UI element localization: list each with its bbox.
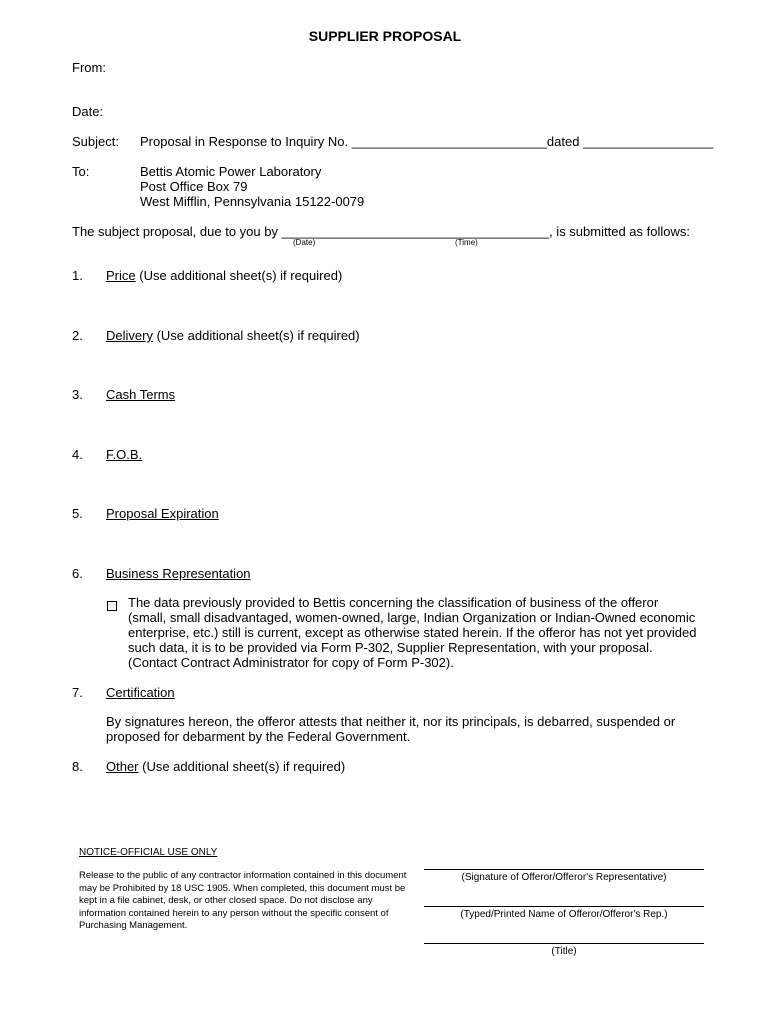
to-address-line: Post Office Box 79 <box>140 179 248 194</box>
item-other <box>106 759 345 774</box>
item-number: 2. <box>72 328 83 343</box>
item-suffix: (Use additional sheet(s) if required) <box>135 268 343 283</box>
item-heading: Delivery <box>106 328 153 343</box>
business-rep-text: The data previously provided to Bettis concerning the classification of business of the offeror (small, small disadvantaged, women-owned, large, Indian Organization or Indian-Owned economic enterprise, etc.) still is current, except as otherwise stated herein. If the offeror has not yet provided such data, it is to be provided via Form P-302, Supplier Representation, with your proposal. (Contact Contract Administrator for copy of Form P-302). <box>128 595 697 670</box>
item-heading: Business Representation <box>106 566 251 581</box>
notice-text: Release to the public of any contractor information contained in this document may be Prohibited by 18 USC 1905. When completed, this document must be kept in a file cabinet, desk, or other closed space. Do not disclose any information contained herein to any person without the specific consent of Purchasing Management. <box>79 870 407 931</box>
item-number: 8. <box>72 759 83 774</box>
item-certification <box>106 685 175 700</box>
business-rep-checkbox[interactable] <box>107 599 117 614</box>
item-delivery <box>106 328 360 343</box>
item-number: 6. <box>72 566 83 581</box>
due-sentence: The subject proposal, due to you by _____________________________________, is submitted as follows: <box>72 224 690 239</box>
item-suffix: (Use additional sheet(s) if required) <box>152 328 360 343</box>
certification-text: By signatures hereon, the offeror attests that neither it, nor its principals, is debarred, suspended or proposed for debarment by the Federal Government. <box>106 714 676 744</box>
notice-heading: NOTICE-OFFICIAL USE ONLY <box>79 847 218 858</box>
signature-caption: (Signature of Offeror/Offeror's Representative) <box>461 872 667 883</box>
item-number: 4. <box>72 447 83 462</box>
item-number: 3. <box>72 387 83 402</box>
item-cash-terms <box>106 387 175 402</box>
to-label: To: <box>72 164 90 179</box>
from-label: From: <box>72 60 106 75</box>
title-caption: (Title) <box>551 946 577 957</box>
item-heading: Cash Terms <box>106 387 176 402</box>
item-number: 1. <box>72 268 83 283</box>
subject-text: Proposal in Response to Inquiry No. ___________________________dated __________________ <box>140 134 714 149</box>
printed-name-line[interactable] <box>424 906 704 907</box>
item-suffix: (Use additional sheet(s) if required) <box>138 759 346 774</box>
printed-name-caption: (Typed/Printed Name of Offeror/Offeror's Rep.) <box>460 909 668 920</box>
item-heading: F.O.B. <box>106 447 143 462</box>
item-proposal-expiration <box>106 506 219 521</box>
item-number: 7. <box>72 685 83 700</box>
item-heading: Other <box>106 759 139 774</box>
date-label: Date: <box>72 104 104 119</box>
item-heading: Certification <box>106 685 175 700</box>
to-address-line: West Mifflin, Pennsylvania 15122-0079 <box>140 194 365 209</box>
item-fob <box>106 447 142 462</box>
subject-label: Subject: <box>72 134 119 149</box>
due-time-caption: (Time) <box>455 238 478 247</box>
item-heading: Proposal Expiration <box>106 506 219 521</box>
item-business-representation <box>106 566 251 581</box>
to-address-line: Bettis Atomic Power Laboratory <box>140 164 322 179</box>
item-price <box>106 268 342 283</box>
due-date-caption: (Date) <box>293 238 316 247</box>
title-line[interactable] <box>424 943 704 944</box>
item-number: 5. <box>72 506 83 521</box>
page-title: SUPPLIER PROPOSAL <box>308 28 462 44</box>
signature-line[interactable] <box>424 869 704 870</box>
item-heading: Price <box>106 268 136 283</box>
